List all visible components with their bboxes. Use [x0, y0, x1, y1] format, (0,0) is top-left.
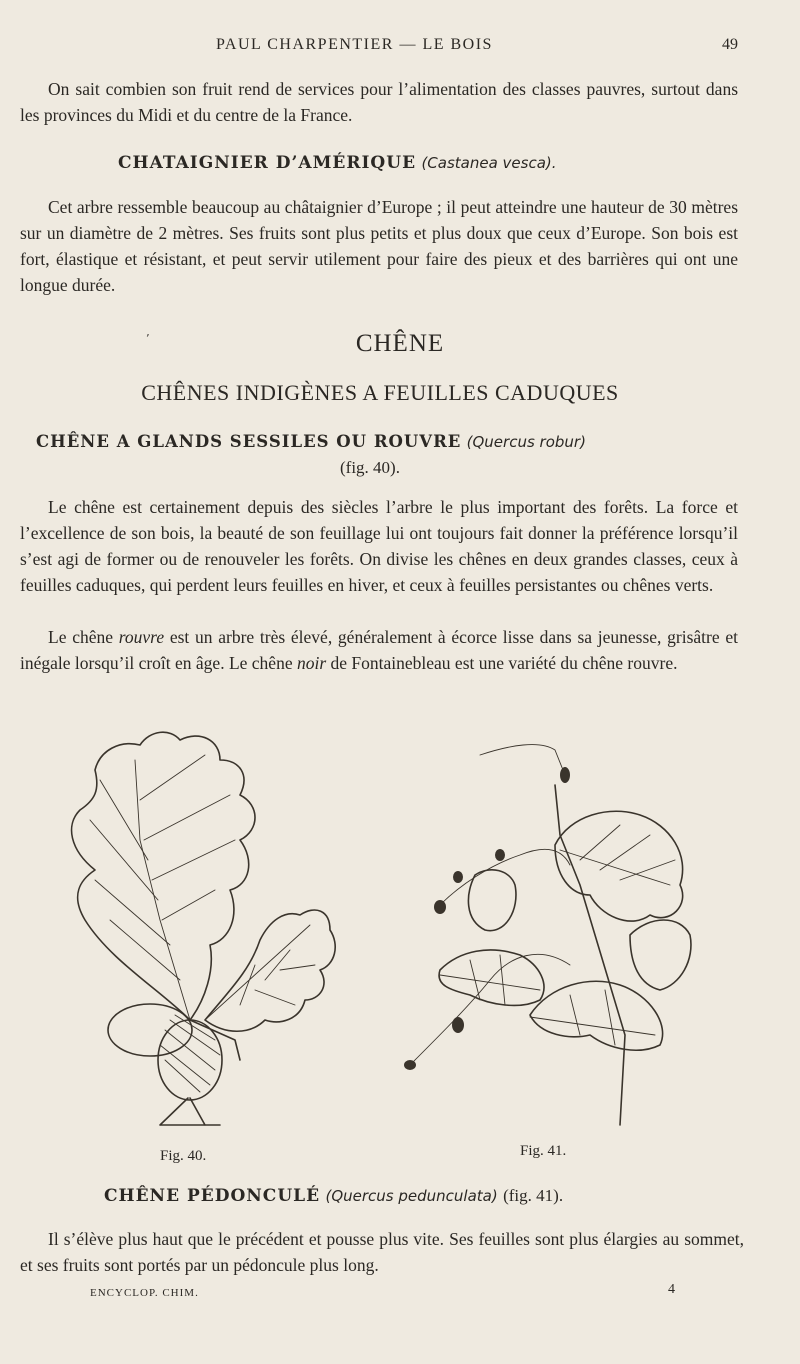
- running-head: [0, 36, 800, 58]
- chene-text-2a: Le chêne: [48, 627, 119, 647]
- stray-mark: ’: [146, 332, 150, 345]
- figure-41-caption: Fig. 41.: [520, 1143, 567, 1159]
- chene-text-2c: de Fontainebleau est une variété du chêne rouvre.: [326, 653, 678, 673]
- chene-text-1: Le chêne est certainement depuis des siècles l’arbre le plus important des forêts. La force et l’excellence de son bois, la beauté de son feuillage lui ont toujours fait donner la préférence lorsqu’il s’est agi de former ou de renouveler les forêts. On divise les chênes en deux grandes classes, ceux à feuilles caduques, qui perdent leurs feuilles en hiver, et ceux à feuilles persistantes ou chênes verts.: [20, 497, 738, 595]
- chene-paragraph-1: [20, 494, 738, 598]
- chene-text-2b: est un arbre très élevé, généralement à écorce lisse dans sa jeunesse, grisâtre et inégale lorsqu’il croît en âge. Le chêne: [20, 627, 738, 673]
- pedoncule-text: Il s’élève plus haut que le précédent et pousse plus vite. Ses feuilles sont plus élargies au sommet, et ses fruits sont portés par un pédoncule plus long.: [20, 1229, 744, 1275]
- intro-paragraph: [20, 76, 738, 128]
- chataignier-paragraph: [20, 194, 738, 298]
- intro-text: On sait combien son fruit rend de services pour l’alimentation des classes pauvres, surtout dans les provinces du Midi et du centre de la France.: [20, 79, 738, 125]
- heading-chataignier: [118, 153, 557, 173]
- footer-sheet-number: 4: [668, 1282, 675, 1297]
- figure-40-caption: Fig. 40.: [160, 1148, 207, 1164]
- heading-glands-title: CHÊNE A GLANDS SESSILES OU ROUVRE: [36, 432, 462, 451]
- heading-chataignier-title: CHATAIGNIER D’AMÉRIQUE: [118, 153, 417, 173]
- heading-pedoncule-title: CHÊNE PÉDONCULÉ: [104, 1186, 321, 1206]
- footer-signature: ENCYCLOP. CHIM.: [90, 1287, 199, 1299]
- figure-41-oak-branch-illustration: [380, 735, 710, 1135]
- pedoncule-paragraph: [20, 1226, 744, 1278]
- heading-chataignier-latin: (Castanea vesca).: [421, 154, 557, 172]
- figure-40-oak-illustration: [40, 720, 350, 1140]
- heading-glands-sessiles: [36, 432, 586, 451]
- heading-pedoncule-figref: (fig. 41).: [503, 1186, 564, 1205]
- page-number: 49: [722, 36, 738, 53]
- chene-paragraph-2: [20, 624, 738, 676]
- running-head-title: PAUL CHARPENTIER — LE BOIS: [216, 36, 493, 53]
- heading-glands-latin: (Quercus robur): [466, 433, 586, 451]
- heading-pedoncule-latin: (Quercus pedunculata): [325, 1187, 498, 1205]
- heading-chenes-indigenes: CHÊNES INDIGÈNES A FEUILLES CADUQUES: [141, 380, 619, 405]
- chataignier-text: Cet arbre ressemble beaucoup au châtaignier d’Europe ; il peut atteindre une hauteur de 30 mètres sur un diamètre de 2 mètres. Ses fruits sont plus petits et plus doux que ceux d’Europe. Son bois est fort, élastique et résistant, et peut servir utilement pour faire des pieux et des barrières qui ont une longue durée.: [20, 197, 738, 295]
- heading-chene: CHÊNE: [355, 330, 445, 357]
- heading-pedoncule: [104, 1186, 563, 1206]
- chene-text-noir: noir: [296, 653, 327, 673]
- chene-text-rouvre: rouvre: [118, 627, 165, 647]
- heading-glands-figref: (fig. 40).: [340, 458, 400, 477]
